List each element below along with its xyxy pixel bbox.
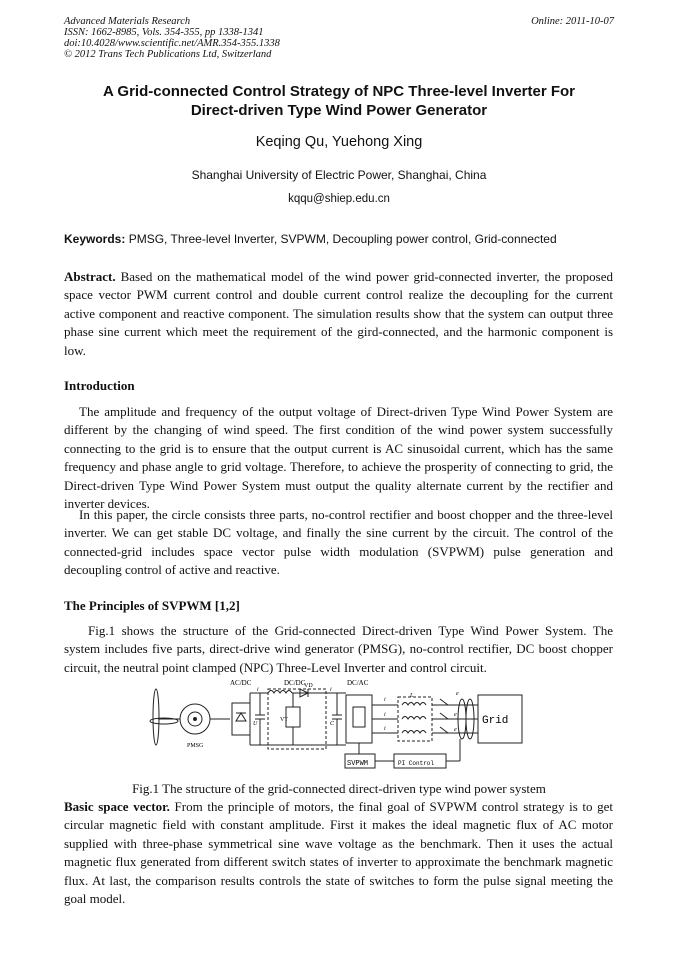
label-vt: VT (280, 717, 288, 723)
circuit-diagram (140, 675, 540, 775)
doi-line: doi:10.4028/www.scientific.net/AMR.354-355.1338 (64, 38, 280, 49)
keywords-text: PMSG, Three-level Inverter, SVPWM, Decoupling power control, Grid-connected (125, 232, 557, 246)
issn-line: ISSN: 1662-8985, Vols. 354-355, pp 1338-1341 (64, 27, 264, 38)
label-eb: e (454, 712, 457, 718)
figure-1 (140, 675, 540, 775)
journal-name: Advanced Materials Research (64, 16, 191, 27)
label-ic: i (384, 726, 386, 732)
label-ea: e (456, 691, 459, 697)
label-pmsg: PMSG (187, 743, 204, 749)
rectifier-box (232, 703, 250, 735)
label-cd: C (330, 721, 335, 727)
basic-label: Basic space vector. (64, 799, 170, 814)
online-date: Online: 2011-10-07 (531, 16, 614, 27)
label-acdc: AC/DC (230, 679, 252, 687)
title-line-1: A Grid-connected Control Strategy of NPC Three-level Inverter For (102, 83, 576, 100)
label-vd: VD (304, 683, 313, 689)
figure-caption: Fig.1 The structure of the grid-connected direct-driven type wind power system (132, 781, 546, 796)
svpwm-paragraph-1: Fig.1 shows the structure of the Grid-connected Direct-driven Type Wind Power System. The system includes five parts, direct-drive wind generator (PMSG), no-control rectifier, DC boost chopper circuit, the neutral point clamped (NPC) Three-Level Inverter and control circuit. (64, 623, 613, 675)
abstract (64, 268, 613, 360)
label-id: i (330, 687, 332, 693)
email: kqqu@shiep.edu.cn (288, 193, 390, 205)
inverter-box (346, 695, 372, 743)
intro-paragraph-1: The amplitude and frequency of the output voltage of Direct-driven Type Wind Power System are different by the changing of wind speed. The first condition of the wind power system successfully connecting to the grid is to ensure that the output current is AC sinusoidal current, which has the same frequency and phase angle to grid voltage. Therefore, to achieve the prosperity of connecting to grid, the Direct-driven Type Wind Power System must output the quality alternate current by the rectifier and inverter devices. (64, 404, 613, 512)
paper-title (40, 82, 638, 120)
intro-heading: Introduction (64, 378, 135, 393)
svpwm-heading: The Principles of SVPWM [1,2] (64, 598, 240, 613)
wind-turbine-icon (150, 689, 178, 745)
abstract-label: Abstract. (64, 269, 116, 284)
keywords (64, 232, 624, 246)
abstract-text: Based on the mathematical model of the wind power grid-connected inverter, the proposed space vector PWM current control and double current control realize the decoupling for the current active component and reactive component. The simulation results show that the system can output three phase sine current which meet the requirement of the gird-connected, and the harmonic component is low. (64, 269, 613, 358)
label-i1: i (257, 687, 259, 693)
label-ib: i (384, 712, 386, 718)
copyright-line: © 2012 Trans Tech Publications Ltd, Switzerland (64, 49, 272, 60)
title-line-2: Direct-driven Type Wind Power Generator (190, 102, 488, 119)
journal-header (64, 16, 364, 60)
label-dcac: DC/AC (347, 679, 369, 687)
label-dcdc: DC/DC (284, 679, 306, 687)
label-ec: e (454, 727, 457, 733)
label-ia: i (384, 697, 386, 703)
label-u1: U (253, 721, 258, 727)
label-la: L (410, 693, 414, 699)
label-svpwm: SVPWM (347, 760, 369, 768)
basic-text: From the principle of motors, the final goal of SVPWM control strategy is to get circular magnetic field with constant amplitude. First it makes the ideal magnetic flux of AC motor supplied with three-phase symmetrical sine wave voltage as the benchmark. Then it uses the actual magnetic flux generated from different switch states of inverter to approximate the benchmark magnetic flux. At last, the comparison results controls the state of switches to form the pulse signal meeting the goal model. (64, 799, 614, 907)
authors: Keqing Qu, Yuehong Xing (255, 134, 423, 150)
label-pi-control: PI Control (398, 760, 435, 767)
intro-paragraph-2: In this paper, the circle consists three parts, no-control rectifier and boost chopper and the three-level inverter. We can get stable DC voltage, and finally the sine current by the circuit. The control of the connected-grid includes space vector pulse width modulation (SVPWM) pulse generation and decoupling control of active and reactive. (64, 507, 613, 578)
affiliation: Shanghai University of Electric Power, Shanghai, China (191, 168, 487, 182)
label-grid: Grid (482, 715, 509, 727)
keywords-label: Keywords: (64, 232, 126, 246)
basic-space-vector-paragraph (64, 798, 613, 908)
